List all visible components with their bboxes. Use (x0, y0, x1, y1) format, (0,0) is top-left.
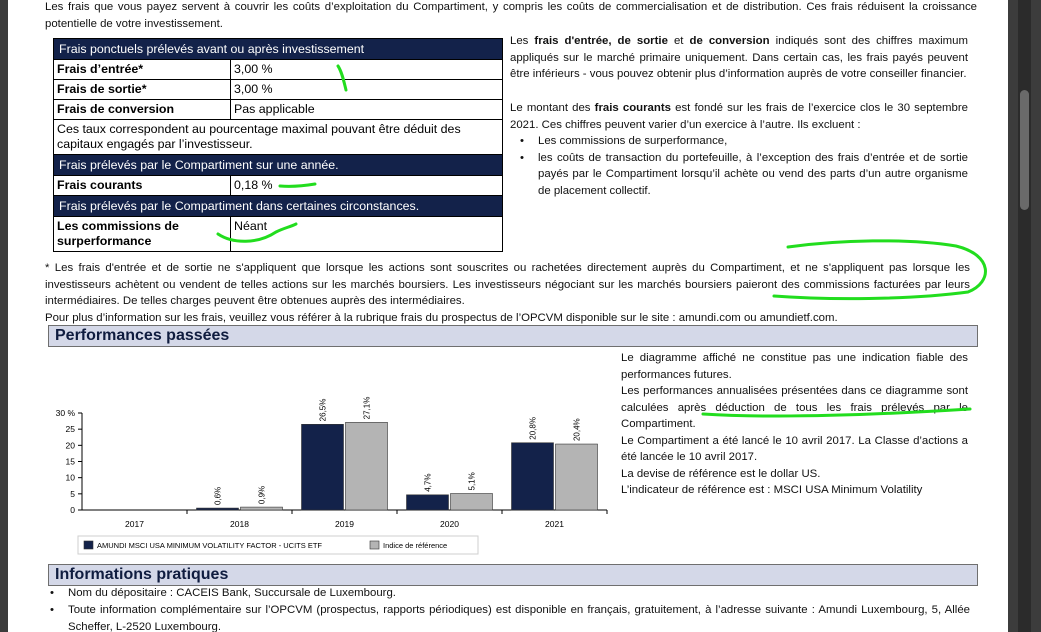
y-tick-label: 15 (65, 456, 75, 467)
legend-swatch (84, 541, 93, 549)
entry-fee-value: 3,00 % (231, 60, 503, 80)
y-tick-label: 20 (65, 440, 75, 451)
data-label: 20,8% (528, 417, 538, 440)
bar (197, 508, 239, 510)
conversion-fee-label: Frais de conversion (54, 100, 231, 120)
x-tick-label: 2018 (230, 519, 249, 529)
data-label: 27,1% (362, 396, 372, 420)
entry-fee-label: Frais d’entrée* (54, 60, 231, 80)
excluded-costs-list (510, 133, 968, 199)
performance-chart (40, 385, 615, 560)
data-label: 26,5% (318, 398, 328, 422)
performance-note-5: L’indicateur de référence est : MSCI USA Minimum Volatility (621, 484, 923, 496)
performance-note-1: Le diagramme affiché ne constitue pas une indication fiable des performances futures. (621, 352, 968, 381)
bar (241, 507, 283, 510)
x-tick-label: 2020 (440, 519, 459, 529)
fees-explanation-p1: Les frais d'entrée, de sortie et de conversion indiqués sont des chiffres maximum appliqués sur le marché primaire uniquement. Dans certain cas, les frais payés peuvent être inférieurs - vous pouvez obtenir plus d’information auprès de votre conseiller financier. (510, 35, 968, 80)
excluded-cost-item: • Les commissions de surperformance, (510, 133, 968, 150)
bar (346, 422, 388, 510)
ongoing-charges-value: 0,18 % (231, 176, 503, 196)
practical-info-item: • Toute information complémentaire sur l’OPCVM (prospectus, rapports périodiques) est disponible en français, gratuitement, à l’adresse suivante : Amundi Luxembourg, 5, Allée Scheffer, L-2520 Luxembourg. (40, 602, 970, 632)
legend-label: AMUNDI MSCI USA MINIMUM VOLATILITY FACTOR - UCITS ETF (97, 541, 323, 550)
document-page (8, 0, 1008, 632)
performance-notes (621, 350, 968, 499)
performance-note-3: Le Compartiment a été lancé le 10 avril 2017. La Classe d’actions a été lancée le 10 avril 2017. (621, 434, 968, 463)
fees-explanation-p2: Le montant des frais courants est fondé sur les frais de l’exercice clos le 30 septembre 2021. Ces chiffres peuvent varier d’un exercice à l’autre. Ils excluent : (510, 102, 969, 131)
intro-paragraph: Les frais que vous payez servent à couvrir les coûts d’exploitation du Compartiment, y compris les coûts de commercialisation et de distribution. Ces frais réduisent la croissance potentielle de votre investissement. (45, 1, 977, 30)
data-label: 20,4% (572, 418, 582, 442)
fees-header-circumstances: Frais prélevés par le Compartiment dans certaines circonstances. (54, 196, 503, 217)
performance-fee-label: Les commissions de surperformance (54, 217, 231, 252)
max-rate-note: Ces taux correspondent au pourcentage maximal pouvant être déduit des capitaux engagés par l’investisseur. (54, 120, 503, 155)
legend-label: Indice de référence (383, 541, 448, 550)
fees-table (53, 38, 503, 252)
bar (407, 495, 449, 510)
practical-info-item: • Nom du dépositaire : CACEIS Bank, Succursale de Luxembourg. (40, 585, 970, 602)
x-tick-label: 2017 (125, 519, 144, 529)
y-tick-label: 10 (65, 472, 75, 483)
conversion-fee-value: Pas applicable (231, 100, 503, 120)
footnote-text: * Les frais d'entrée et de sortie ne s'appliquent que lorsque les actions sont souscrites ou rachetées directement auprès du Compartiment, et ne s'appliquent pas lorsque les investisseurs achètent ou vendent de telles actions sur les marchés boursiers. Les investisseurs négociant sur les marchés boursiers paieront des commissions facturées par leurs intermédiaires. De telles charges peuvent être obtenues auprès des intermédiaires. (45, 262, 970, 307)
y-tick-label: 0 (70, 505, 75, 515)
excluded-cost-item: • les coûts de transaction du portefeuille, à l’exception des frais d’entrée et de sortie payés par le Compartiment lorsqu’il achète ou vend des parts d’un autre organisme de placement collectif. (510, 150, 968, 200)
performance-note-4: La devise de référence est le dollar US. (621, 467, 821, 480)
exit-fee-value: 3,00 % (231, 80, 503, 100)
bar (451, 494, 493, 510)
data-label: 4,7% (423, 473, 433, 492)
data-label: 0,6% (213, 486, 223, 506)
y-tick-label: 5 (70, 488, 75, 499)
practical-info-list (40, 585, 970, 632)
legend-swatch (370, 541, 379, 549)
performance-section-title: Performances passées (48, 325, 978, 347)
more-info-text: Pour plus d’information sur les frais, veuillez vous référer à la rubrique frais du prospectus de l’OPCVM disponible sur le site : amundi.com ou amundietf.com. (45, 312, 838, 324)
data-label: 5,1% (467, 472, 477, 491)
x-tick-label: 2021 (545, 519, 564, 529)
bar (512, 443, 554, 510)
fees-header-year: Frais prélevés par le Compartiment sur une année. (54, 155, 503, 176)
x-tick-label: 2019 (335, 519, 354, 529)
scrollbar-thumb[interactable] (1020, 90, 1029, 210)
performance-fee-value: Néant (231, 217, 503, 252)
practical-section-title: Informations pratiques (48, 564, 978, 586)
exit-fee-label: Frais de sortie* (54, 80, 231, 100)
bar (556, 444, 598, 510)
bar (302, 424, 344, 510)
ongoing-charges-label: Frais courants (54, 176, 231, 196)
y-tick-label: 25 (65, 424, 75, 435)
fees-header-once: Frais ponctuels prélevés avant ou après investissement (54, 39, 503, 60)
performance-note-2: Les performances annualisées présentées dans ce diagramme sont calculées après déduction de tous les frais prélevés par le Compartiment. (621, 385, 968, 430)
y-tick-label: 30 % (55, 408, 75, 418)
scrollbar[interactable] (1018, 0, 1031, 632)
data-label: 0,9% (257, 485, 267, 505)
